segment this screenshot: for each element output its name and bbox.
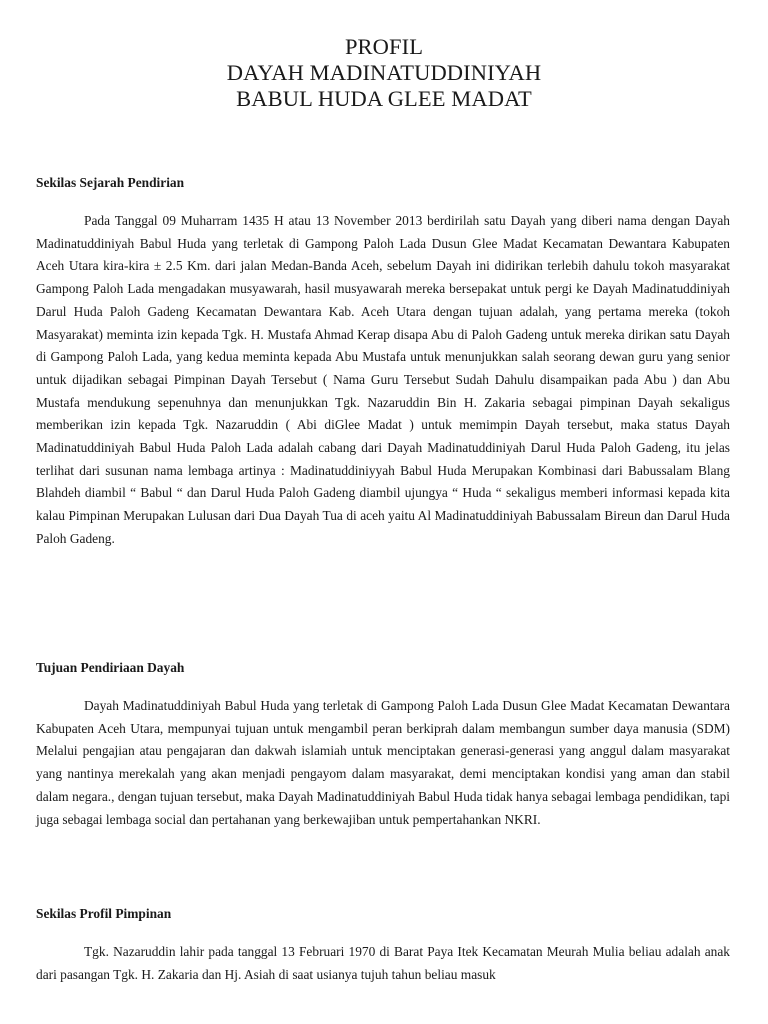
section-paragraph-leader-profile: Tgk. Nazaruddin lahir pada tanggal 13 Februari 1970 di Barat Paya Itek Kecamatan Meurah Mulia beliau adalah anak dari pasangan Tgk. H. Zakaria dan Hj. Asiah di saat usianya tujuh tahun beliau masuk xyxy=(36,944,730,982)
section-heading-purpose: Tujuan Pendiriaan Dayah xyxy=(36,660,185,675)
document-title xyxy=(0,34,768,112)
section-heading-history: Sekilas Sejarah Pendirian xyxy=(36,175,185,190)
section-paragraph-history: Pada Tanggal 09 Muharram 1435 H atau 13 November 2013 berdirilah satu Dayah yang diberi nama dengan Dayah Madinatuddiniyah Babul Huda yang terletak di Gampong Paloh Lada Dusun Glee Madat Kecamatan Dewantara Kabupaten Aceh Utara kira-kira ± 2.5 Km. dari jalan Medan-Banda Aceh, sebelum Dayah ini didirikan terlebih dahulu tokoh masyarakat Gampong Paloh Lada mengadakan musyawarah, hasil musyawarah mereka bersepakat untuk pergi ke Dayah Madinatuddiniyah Darul Huda Paloh Gadeng Kecamatan Dewantara Kab. Aceh Utara dengan tujuan adalah, yang pertama mereka (tokoh Masyarakat) meminta izin kepada Tgk. H. Mustafa Ahmad Kerap disapa Abu di Paloh Gadeng untuk mereka dirikan satu Dayah di Gampong Paloh Lada, yang kedua meminta kepada Abu Mustafa untuk menunjukkan salah seorang dewan guru yang senior untuk dijadikan sebagai Pimpinan Dayah Tersebut ( Nama Guru Tersebut Sudah Dahulu disampaikan pada Abu ) dan Abu Mustafa mendukung sepenuhnya dan menunjukkan Tgk. Nazaruddin Bin H. Zakaria sebagai pimpinan Dayah sekaligus memberikan izin kepada Tgk. Nazaruddin ( Abi diGlee Madat ) untuk memimpin Dayah tersebut, maka status Dayah Madinatuddiniyah Babul Huda Paloh Lada adalah cabang dari Dayah Madinatuddiniyah Darul Huda Paloh Gadeng, itu jelas terlihat dari susunan nama lembaga artinya : Madinatuddiniyyah Babul Huda Merupakan Kombinasi dari Babussalam Blang Blahdeh diambil “ Babul “ dan Darul Huda Paloh Gadeng diambil ujungya “ Huda “ sekaligus memberi informasi kepada kita kalau Pimpinan Merupakan Lulusan dari Dua Dayah Tua di aceh yaitu Al Madinatuddiniyah Babussalam Bireun dan Darul Huda Paloh Gadeng. xyxy=(36,213,730,546)
section-paragraph-purpose: Dayah Madinatuddiniyah Babul Huda yang terletak di Gampong Paloh Lada Dusun Glee Madat Kecamatan Dewantara Kabupaten Aceh Utara, mempunyai tujuan untuk mengambil peran berkiprah dalam membangun sumber daya manusia (SDM) Melalui pengajian atau pengajaran dan dakwah islamiah untuk menciptakan generasi-generasi yang anggul dalam masyarakat yang nantinya merekalah yang akan menjadi pengayom dalam masyarakat, demi menciptakan kondisi yang aman dan stabil dalam negara., dengan tujuan tersebut, maka Dayah Madinatuddiniyah Babul Huda tidak hanya sebagai lembaga pendidikan, tapi juga sebagai lembaga social dan pertahanan yang berkewajiban untuk pempertahankan NKRI. xyxy=(36,698,730,827)
title-line-3: BABUL HUDA GLEE MADAT xyxy=(236,86,532,111)
title-line-1: PROFIL xyxy=(344,34,424,59)
section-heading-leader-profile: Sekilas Profil Pimpinan xyxy=(36,906,172,921)
title-line-2: DAYAH MADINATUDDINIYAH xyxy=(226,60,542,85)
